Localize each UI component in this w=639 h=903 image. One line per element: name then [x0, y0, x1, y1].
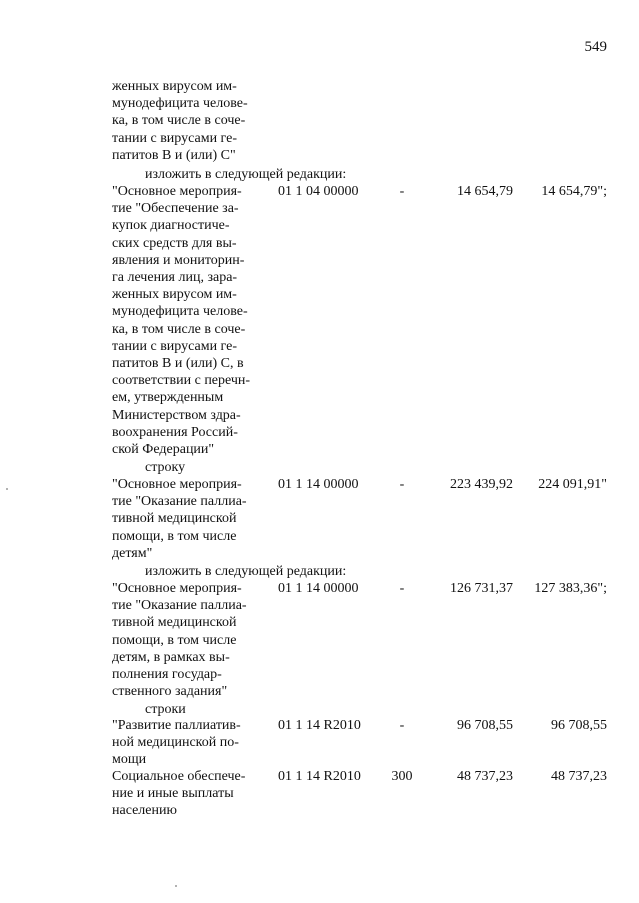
row-3-sum-1: 126 731,37 [450, 581, 513, 596]
row-1-expense-type: - [399, 184, 405, 199]
row-2-sum-1: 223 439,92 [450, 477, 513, 492]
row-4-expense-type: - [399, 718, 405, 733]
scan-speck [175, 885, 177, 887]
row-1-description: "Основное мероприя- тие "Обеспечение за- купок диагностиче- ских средств для вы- явления и мониторин- га лечения лиц, зара- женных вирусом им- мунодефицита челове- ка, в том числе в соче- тании с вирусами ге- патитов В и (или) С, в соответствии с перечн- ем, утвержденным Министерством здра- воохранения Россий- ской Федерации" [112, 184, 251, 458]
instruction-note-4: строки [145, 702, 186, 717]
row-4-code: 01 1 14 R2010 [278, 718, 361, 733]
instruction-note-1: изложить в следующей редакции: [145, 167, 347, 182]
instruction-note-3: изложить в следующей редакции: [145, 564, 347, 579]
row-5-expense-type: 300 [391, 769, 413, 784]
row-4-sum-2: 96 708,55 [551, 718, 607, 733]
row-1-sum-1: 14 654,79 [457, 184, 513, 199]
row-5-description: Социальное обеспече- ние и иные выплаты населению [112, 769, 246, 819]
row-5-code: 01 1 14 R2010 [278, 769, 361, 784]
row-4-sum-1: 96 708,55 [457, 718, 513, 733]
row-2-code: 01 1 14 00000 [278, 477, 359, 492]
row-3-code: 01 1 14 00000 [278, 581, 359, 596]
page-number: 549 [584, 39, 607, 55]
scan-speck [6, 488, 8, 490]
row-5-sum-1: 48 737,23 [457, 769, 513, 784]
instruction-note-2: строку [145, 460, 186, 475]
row-2-description: "Основное мероприя- тие "Оказание паллиа- тивной медицинской помощи, в том числе детям" [112, 477, 247, 561]
row-3-expense-type: - [399, 581, 405, 596]
row-4-description: "Развитие паллиатив- ной медицинской по- мощи [112, 718, 241, 768]
row-2-expense-type: - [399, 477, 405, 492]
row-2-sum-2: 224 091,91" [538, 477, 607, 492]
row-3-sum-2: 127 383,36"; [534, 581, 607, 596]
top-fragment-text: женных вирусом им- мунодефицита челове- ка, в том числе в соче- тании с вирусами ге- патитов В и (или) С" [112, 79, 248, 163]
row-1-code: 01 1 04 00000 [278, 184, 359, 199]
row-3-description: "Основное мероприя- тие "Оказание паллиа- тивной медицинской помощи, в том числе детям, в рамках вы- полнения государ- ственного задания" [112, 581, 247, 700]
row-1-sum-2: 14 654,79"; [541, 184, 607, 199]
row-5-sum-2: 48 737,23 [551, 769, 607, 784]
